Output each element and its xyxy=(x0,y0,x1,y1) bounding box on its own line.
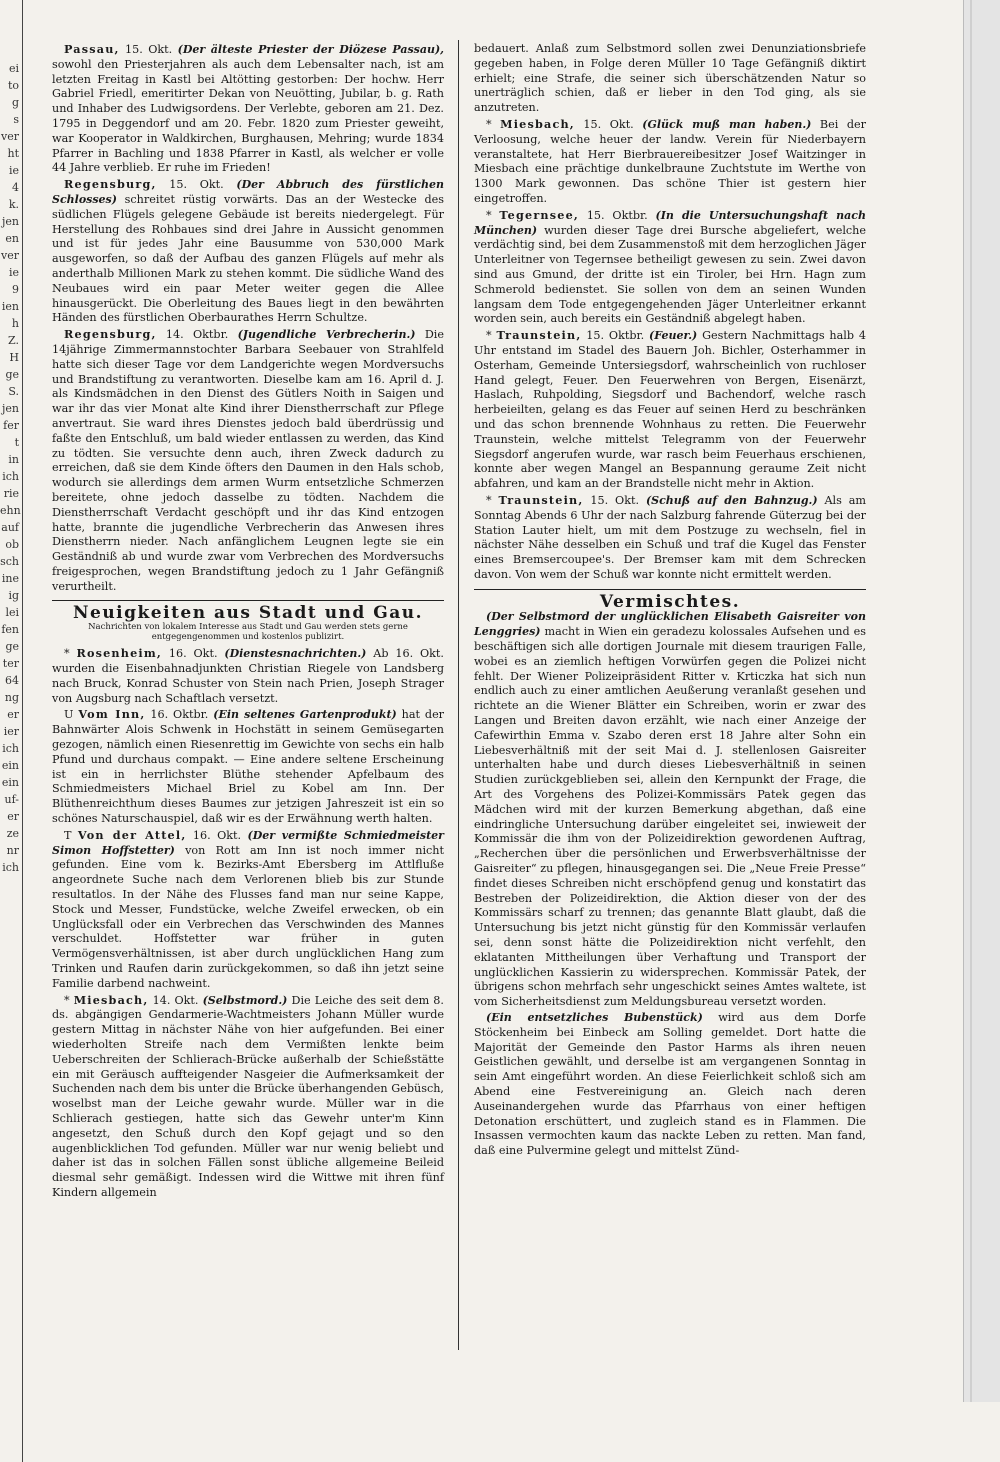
edge-fragment: ehn xyxy=(0,504,21,517)
column-divider xyxy=(458,40,459,1350)
article-place: Rosenheim, xyxy=(76,646,162,661)
edge-fragment: ie xyxy=(8,164,19,177)
edge-fragment: in xyxy=(8,453,19,466)
article-mark: * xyxy=(486,208,492,222)
edge-fragment: 4 xyxy=(12,181,19,194)
edge-fragment: ver xyxy=(1,249,19,262)
section-rule-misc xyxy=(474,589,866,590)
article-body: sowohl den Priesterjahren als auch dem Lebensalter nach, ist am letzten Freitag in Kastl bei Altötting gestorben: Der hochw. Herr Gabriel Friedl, emeritirter Dekan von Neuötting, Jubilar, b. g. Rath und Inhaber des Ludwigsordens. Der Verlebte, geboren am 21. Dez. 1795 in Deggendorf und am 20. Febr. 1820 zum Priester geweiht, war Kooperator in Waldkirchen, Burghausen, Mehring; wurde 1834 Pfarrer in Bachling und 1838 Pfarrer in Kastl, als welcher er volle 44 Jahre verblieb. Er ruhe im Frieden! xyxy=(52,57,444,175)
article-paragraph xyxy=(474,328,866,492)
article-body: hat der Bahnwärter Alois Schwenk in Hochstätt in seinem Gemüsegarten gezogen, nämlich einen Riesenrettig im Gewichte von sechs ein halb Pfund und durchaus compakt. — Eine andere seltene Erscheinung ist ein in herrlichster Blüthe stehender Apfelbaum des Schmiedmeisters Michael Briel zu Kobel am Inn. Der Blüthenreichthum dieses Baumes zur jetzigen Jahreszeit ist ein so schönes Naturschauspiel, daß wir es der Erwähnung werth halten. xyxy=(52,708,445,826)
article-paragraph xyxy=(474,610,866,1010)
article-date: 15. Oktbr. xyxy=(586,329,645,343)
edge-fragment: t xyxy=(14,436,19,449)
article-date: 15. Okt. xyxy=(583,117,634,131)
article-paragraph xyxy=(52,327,444,594)
edge-fragment: jen xyxy=(1,215,19,228)
article-body: schreitet rüstig vorwärts. Das an der Westecke des südlichen Flügels gelegene Gebäude ist bereits niedergelegt. Für Herstellung des Rohbaues sind drei Jahre in Aussicht genommen und ist für jedes Jahr eine Bausumme von 530,000 Mark ausgeworfen, so daß der Aufbau des ganzen Flügels auf mehr als anderthalb Millionen Mark zu stehen kommt. Die südliche Wand des Neubaues wird ein paar Meter weiter gegen die Allee hinausgerückt. Die Oberleitung des Baues liegt in den bewährten Händen des fürstlichen Oberbaurathes Herrn Schultze. xyxy=(52,192,444,325)
right-column xyxy=(474,42,866,1160)
edge-fragment: ier xyxy=(3,725,19,738)
edge-fragment: to xyxy=(7,79,19,92)
edge-fragment: ze xyxy=(6,827,19,840)
edge-fragment: ht xyxy=(7,147,19,160)
edge-fragment: k. xyxy=(8,198,19,211)
edge-fragment: uf- xyxy=(4,793,19,806)
edge-fragment: 9 xyxy=(12,283,19,296)
article-mark: U xyxy=(64,708,74,722)
article-place: Von der Attel, xyxy=(77,827,187,842)
article-place: Traunstein, xyxy=(498,492,584,507)
edge-fragment: ng xyxy=(4,691,19,704)
edge-fragment: s xyxy=(13,113,19,126)
article-body: wurden dieser Tage drei Bursche abgeliefert, welche verdächtig sind, bei dem Zusammenstoß mit dem herzoglichen Jäger Unterleitner von Tegernsee betheiligt gewesen zu sein. Zwei davon sind aus Gmund, der dritte ist ein Tiroler, bei Hrn. Hagn zum Schmerold bedienstet. Sie sollen von dem an seinen Wunden langsam dem Tode entgegengehenden Jäger Unterleitner erkannt worden sein, auch bereits ein Geständniß abgelegt haben. xyxy=(474,223,866,326)
article-place: Traunstein, xyxy=(496,328,582,343)
article-paragraph xyxy=(52,646,444,706)
article-headline: (Feuer.) xyxy=(649,329,698,343)
article-mark: * xyxy=(64,647,70,661)
edge-fragment: nr xyxy=(6,844,19,857)
edge-fragment: er xyxy=(7,810,19,823)
edge-fragment: ein xyxy=(1,776,19,789)
edge-fragment: ge xyxy=(5,640,19,653)
edge-fragment: sch xyxy=(0,555,19,568)
section-title-misc: Vermischtes. xyxy=(599,591,741,612)
article-headline: (Der Selbstmord der unglücklichen Elisabeth Gaisreiter von Lenggries) xyxy=(474,610,866,639)
edge-fragment: 64 xyxy=(5,674,19,687)
article-body: wird aus dem Dorfe Stöckenheim bei Einbeck am Solling gemeldet. Dort hatte die Majorität der Gemeinde den Pastor Harms als ihren neuen Geistlichen gewählt, und derselbe ist am vergangenen Sonntag in sein Amt eingeführt worden. An diese Feierlichkeit schloß sich am Abend eine Festvereinigung an. Gleich nach deren Auseinandergehen wurde das Pfarrhaus von einer heftigen Detonation erschüttert, und zugleich stand es in Flammen. Die Insassen vermochten kaum das nackte Leben zu retten. Man fand, daß eine Pulvermine gelegt und mittelst Zünd- xyxy=(474,1011,867,1158)
edge-fragment: fen xyxy=(1,623,19,636)
article-date: 16. Oktbr. xyxy=(150,708,209,722)
article-paragraph xyxy=(52,707,444,826)
article-headline: (In die Untersuchungshaft nach München) xyxy=(474,208,867,237)
article-date: 14. Okt. xyxy=(152,993,199,1007)
article-headline: (Der Abbruch des fürstlichen Schlosses) xyxy=(52,178,444,206)
section-title-local-news: Neuigkeiten aus Stadt und Gau. xyxy=(72,603,424,624)
edge-fragment: lei xyxy=(5,606,19,619)
article-place: Miesbach, xyxy=(500,116,575,131)
misc-articles xyxy=(474,610,866,1158)
edge-fragment: ien xyxy=(1,300,19,313)
article-place: Vom Inn, xyxy=(78,707,146,722)
local-news-articles xyxy=(52,646,444,1200)
left-column xyxy=(52,42,444,1202)
article-body: Ab 16. Okt. wurden die Eisenbahnadjunkten Christian Riegele von Landsberg nach Bruck, Konrad Schuster von Stein nach Prien, Joseph Strager von Augsburg nach Schaftlach versetzt. xyxy=(52,647,444,705)
edge-fragment: er xyxy=(7,708,19,721)
edge-fragment: S. xyxy=(8,385,19,398)
article-mark: * xyxy=(64,993,70,1007)
article-headline: (Schuß auf den Bahnzug.) xyxy=(645,493,818,507)
article-headline: (Der vermißte Schmiedmeister Simon Hoffstetter) xyxy=(52,828,444,857)
article-headline: (Ein entsetzliches Bubenstück) xyxy=(486,1011,703,1024)
article-paragraph xyxy=(474,1011,866,1159)
edge-fragment: rie xyxy=(3,487,19,500)
edge-fragment: en xyxy=(5,232,19,245)
article-paragraph xyxy=(474,493,866,583)
article-paragraph xyxy=(52,993,444,1201)
article-headline: (Dienstesnachrichten.) xyxy=(224,647,367,661)
article-headline: (Selbstmord.) xyxy=(202,993,288,1007)
article-paragraph xyxy=(52,42,444,176)
edge-fragment: auf xyxy=(1,521,19,534)
edge-fragment: ter xyxy=(2,657,19,670)
section-subtitle: Nachrichten von lokalem Interesse aus Stadt und Gau werden stets gerne entgegengenommen und kostenlos publizirt. xyxy=(88,622,408,643)
right-page-edge xyxy=(963,0,1000,1402)
article-headline: (Der älteste Priester der Diözese Passau), xyxy=(177,43,445,56)
article-date: 14. Oktbr. xyxy=(165,328,229,342)
article-date: 15. Okt. xyxy=(590,493,640,507)
edge-fragment: ver xyxy=(1,130,19,143)
section-rule xyxy=(52,600,444,601)
edge-fragment: ich xyxy=(2,470,19,483)
edge-fragment: jen xyxy=(1,402,19,415)
article-date: 16. Okt. xyxy=(168,647,218,661)
edge-fragment: ob xyxy=(5,538,19,551)
edge-fragment: ine xyxy=(1,572,19,585)
article-mark: T xyxy=(64,828,72,842)
article-body: Als am Sonntag Abends 6 Uhr der nach Salzburg fahrende Güterzug bei der Station Lauter hielt, um mit dem Postzuge zu wechseln, fiel in nächster Nähe desselben ein Schuß und traf die Kugel das Fenster eines Bremsercoupee's. Der Bremser kam mit dem Schrecken davon. Von wem der Schuß war konnte nicht ermittelt werden. xyxy=(474,493,866,581)
article-place: Regensburg, xyxy=(64,177,157,192)
article-place: Regensburg, xyxy=(64,327,157,342)
article-paragraph xyxy=(474,208,866,327)
edge-fragment: fer xyxy=(3,419,19,432)
edge-fragment: H xyxy=(9,351,19,364)
edge-fragment: ie xyxy=(8,266,19,279)
edge-fragment: ein xyxy=(1,759,19,772)
article-body: macht in Wien ein geradezu kolossales Aufsehen und es beschäftigen sich alle dortigen Journale mit diesem traurigen Falle, wobei es an ziemlich heftigen Vorwürfen gegen die Polizei nicht fehlt. Der Wiener Polizeipräsident Ritter v. Krticzka hat sich nun endlich auch zu einer amtlichen Aeußerung veranlaßt gesehen und richtete an die Wiener Blätter ein Schreiben, worin er zwar des Langen und Breiten davon erzählt, wie nach einer Anzeige der Cafewirthin Emma v. Szabo deren erst 18 Jahre alter Sohn ein Liebesverhältniß mit der seit Mai d. J. stellenlosen Gaisreiter unterhalten habe und durch dieses Liebesverhältniß in seinen Studien zurückgeblieben sei, allein den Kernpunkt der Frage, die Art des Vorgehens des Polizei-Kommissärs Patek gegen das Mädchen wird mit der kurzen Bemerkung abgethan, daß eine eindringliche Untersuchung darüber eingeleitet sei, inwieweit der Kommissär die ihm von der Polizeidirektion gewordenen Auftrag, „Recherchen über die persönlichen und Erwerbsverhältnisse der Gaisreiter“ zu pflegen, hinausgegangen sei. Die „Neue Freie Presse“ findet dieses Schreiben nicht erschöpfend genug und konstatirt das Bestreben der Polizeidirektion, die Aktion dieser von der des Kommissärs scharf zu trennen; das genannte Blatt glaubt, daß die Untersuchung bis jetzt nicht günstig für den Kommissär verlaufen sei, denn sonst hätte die Polizeidirektion nicht verfehlt, den eklatanten Mittheilungen über Verhaftung und Transport der unglücklichen Kassierin zu widersprechen. Kommissär Patek, der übrigens schon mehrfach sehr ungeschickt seines Amtes waltete, ist vom Sicherheitsdienst zum Meldungsbureau versetzt worden. xyxy=(474,625,866,1009)
article-paragraph xyxy=(52,828,444,992)
left-edge-fragments xyxy=(0,0,23,1462)
article-continuation: bedauert. Anlaß zum Selbstmord sollen zwei Denunziationsbriefe gegeben haben, in Folge deren Müller 10 Tage Gefängniß diktirt erhielt; eine Strafe, die seiner sich überschätzenden Natur so unerträglich schien, daß er lieber in den Tod ging, als sie anzutreten. xyxy=(474,42,866,115)
article-headline: (Ein seltenes Gartenprodukt) xyxy=(213,708,397,722)
edge-fragment: ig xyxy=(8,589,19,602)
edge-fragment: ei xyxy=(8,62,19,75)
article-body: Die 14jährige Zimmermannstochter Barbara Seebauer von Strahlfeld hatte sich dieser Tage vor dem Landgerichte wegen Mordversuchs und Brandstiftung zu verantworten. Dieselbe kam am 16. April d. J. als Kindsmädchen in den Dienst des Gütlers Noith in Saigen und war ihr das vier Monat alte Kind ihrer Dienstherrschaft zur Pflege anvertraut. Sie ward ihres Dienstes jedoch bald überdrüssig und faßte den Entschluß, um bald wieder entlassen zu werden, das Kind zu tödten. Sie versuchte denn auch, ihren Zweck dadurch zu erreichen, daß sie dem Kinde öfters den Daumen in den Hals schob, wodurch sie allerdings dem armen Wurm entsetzliche Schmerzen bereitete, ohne jedoch dasselbe zu tödten. Nachdem die Dienstherrschaft Verdacht geschöpft und ihr das Kind entzogen hatte, brannte die jugendliche Verbrecherin das Anwesen ihres Dienstherrn nieder. Nach anfänglichem Leugnen legte sie ein Geständniß ab und wurde zwar vom Verbrechen des Mordversuchs freigesprochen, wegen Brandstiftung jedoch zu 1 Jahr Gefängniß verurtheilt. xyxy=(52,328,444,593)
article-mark: * xyxy=(486,493,492,507)
right-articles xyxy=(474,117,866,583)
edge-fragment: Z. xyxy=(8,334,19,347)
article-date: 15. Oktbr. xyxy=(586,208,648,222)
article-headline: (Jugendliche Verbrecherin.) xyxy=(237,328,416,342)
article-place: Tegernsee, xyxy=(499,207,579,222)
edge-fragment: ich xyxy=(2,861,19,874)
article-paragraph xyxy=(474,117,866,207)
left-articles xyxy=(52,42,444,594)
edge-fragment: ge xyxy=(5,368,19,381)
article-date: 16. Okt. xyxy=(192,828,242,842)
article-body: von Rott am Inn ist noch immer nicht gefunden. Eine vom k. Bezirks-Amt Ebersberg im Attlfluße angeordnete Suche nach dem Verlorenen blieb bis zur Stunde resultatlos. In der Nähe des Flusses fand man nur seine Kappe, Stock und Messer, Fundstücke, welche Zweifel erwecken, ob ein Unglücksfall oder ein Verbrechen das Verschwinden des Mannes verschuldet. Hoffstetter war früher in guten Vermögensverhältnissen, ist aber durch unglücklichen Hang zum Trinken und Raufen darin zurückgekommen, so daß ihn jetzt seine Familie darbend nachweint. xyxy=(52,843,445,990)
article-place: Miesbach, xyxy=(73,992,149,1007)
edge-fragment: ich xyxy=(2,742,19,755)
article-body: Gestern Nachmittags halb 4 Uhr entstand im Stadel des Bauern Joh. Bichler, Osterhammer in Osterham, Gemeinde Untersiegsdorf, wahrscheinlich von ruchloser Hand gelegt, Feuer. Den Feuerwehren von Bergen, Eisenärzt, Haslach, Ruhpolding, Siegsdorf und Bachendorf, welche rasch herbeieilten, gelang es das Feuer auf seinen Herd zu beschränken und das schon brennende Wohnhaus zu retten. Die Feuerwehr Traunstein, welche mittelst Telegramm von der Feuerwehr Siegsdorf angerufen wurde, war rasch beim Feuerhaus erschienen, konnte aber wegen Mangel an Bespannung geraume Zeit nicht abfahren, und kam an der Brandstelle nicht mehr in Aktion. xyxy=(474,329,866,491)
article-body: Die Leiche des seit dem 8. ds. abgängigen Gendarmerie-Wachtmeisters Johann Müller wurde gestern Mittag in nächster Nähe von hier aufgefunden. Bei einer wiederholten Streife nach dem Vermißten lenkte beim Ueberschreiten der Schlierach-Brücke außerhalb der Schießstätte ein mit Geräusch auffteigender Nasgeier die Aufmerksamkeit der Suchenden nach dem bis unter die Brücke überhangenden Gebüsch, woselbst man der Leiche gewahr wurde. Müller war in die Schlierach gestiegen, hatte sich das Gewehr unter'm Kinn angesetzt, den Schuß durch den Kopf gejagt und so den augenblicklichen Tod gefunden. Müller war nur wenig beliebt und daher ist das in solchen Fällen sonst übliche allgemeine Beileid diesmal sehr gemäßigt. Indessen wird die Wittwe mit ihren fünf Kindern allgemein xyxy=(52,993,444,1199)
article-date: 15. Okt. xyxy=(169,178,224,192)
article-body: Bei der Verloosung, welche heuer der landw. Verein für Niederbayern veranstaltete, hat Herr Bierbrauereibesitzer Josef Waitzinger in Miesbach eine prächtige dunkelbraune Zuchtstute im Werthe von 1300 Mark gewonnen. Das schöne Thier ist gestern hier eingetroffen. xyxy=(474,117,866,205)
article-date: 15. Okt. xyxy=(125,43,173,56)
article-mark: * xyxy=(486,329,492,343)
article-paragraph xyxy=(52,177,444,326)
article-headline: (Glück muß man haben.) xyxy=(642,117,812,131)
edge-fragment: g xyxy=(11,96,19,109)
article-mark: * xyxy=(486,117,492,131)
edge-fragment: h xyxy=(11,317,19,330)
article-place: Passau, xyxy=(64,42,120,56)
